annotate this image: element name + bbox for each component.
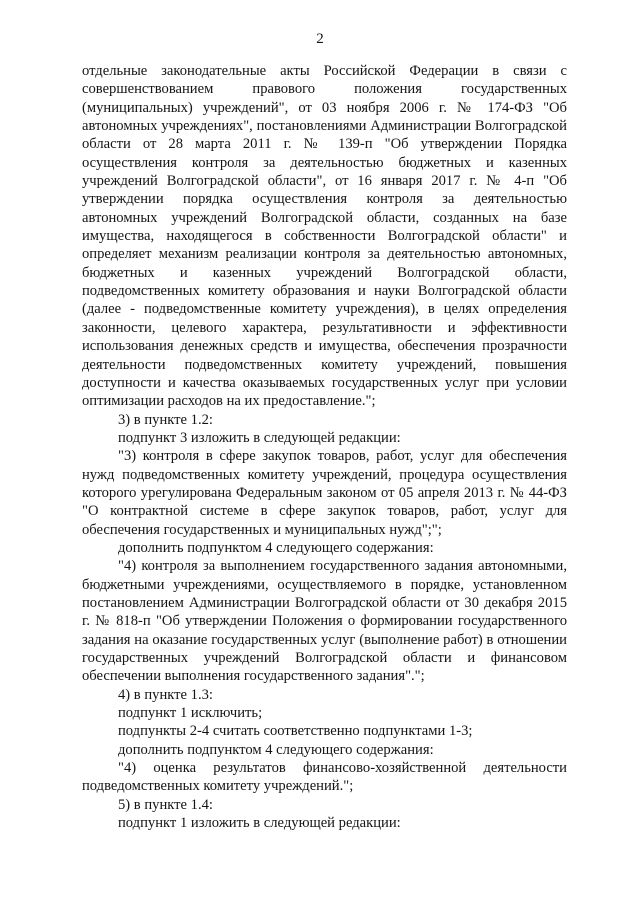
paragraph-subitem-3-text: "3) контроля в сфере закупок товаров, работ, услуг для обеспечения нужд подведомственных комитету учреждений, процедура осуществления которого урегулирована Федеральным законом от 05 апреля 2013 г. № 44-ФЗ "О контрактной системе в сфере закупок товаров, работ, услуг для обеспечения государственных и муниципальных нужд";"; xyxy=(82,448,567,538)
paragraph-subitem-1-instruction: подпункт 1 изложить в следующей редакции: xyxy=(118,815,401,832)
page-number: 2 xyxy=(316,31,324,47)
paragraph-item-4-heading: 4) в пункте 1.3: xyxy=(118,686,213,703)
paragraph-subitem-3-instruction: подпункт 3 изложить в следующей редакции: xyxy=(118,429,401,446)
paragraph-add-subitem-4-instruction-2: дополнить подпунктом 4 следующего содержания: xyxy=(118,741,434,758)
paragraph-add-subitem-4-instruction: дополнить подпунктом 4 следующего содержания: xyxy=(118,539,434,556)
paragraph-subitem-4-text: "4) контроля за выполнением государственного задания автономными, бюджетными учреждениями, осуществляемого в порядке, установленном постановлением Администрации Волгоградской области от 30 декабря 2015 г. № 818-п "Об утверждении Положения о формировании государственного задания на оказание государственных услуг (выполнение работ) в отношении государственных учреждений Волгоградской области и финансовом обеспечении выполнения государственного задания"."; xyxy=(82,558,567,685)
paragraph-renumber-subitems: подпункты 2-4 считать соответственно подпунктами 1-3; xyxy=(118,723,473,740)
paragraph-item-3-heading: 3) в пункте 1.2: xyxy=(118,411,213,428)
document-body xyxy=(82,62,567,832)
paragraph-preamble-continuation: отдельные законодательные акты Российской Федерации в связи с совершенствованием правового положения государственных (муниципальных) учреждений", от 03 ноября 2006 г. № 174-ФЗ "Об автономных учреждениях", постановлениями Администрации Волгоградской области от 28 марта 2011 г. № 139-п "Об утверждении Порядка осуществления контроля за деятельностью бюджетных и казенных учреждений Волгоградской области", от 16 января 2017 г. № 4-п "Об утверждении порядка осуществления контроля за деятельностью автономных учреждений Волгоградской области, созданных на базе имущества, находящегося в собственности Волгоградской области" и определяет механизм реализации контроля за деятельностью автономных, бюджетных и казенных учреждений Волгоградской области, подведомственных комитету образования и науки Волгоградской области (далее - подведомственные комитету учреждения), в целях определения законности, целевого характера, результативности и эффективности использования денежных средств и имущества, обеспечения прозрачности деятельности подведомственных комитету учреждений, повышения доступности и качества оказываемых государственных услуг при условии оптимизации расходов на их предоставление."; xyxy=(82,63,567,410)
paragraph-subitem-4-assessment: "4) оценка результатов финансово-хозяйственной деятельности подведомственных комитету учреждений."; xyxy=(82,760,567,795)
paragraph-item-5-heading: 5) в пункте 1.4: xyxy=(118,796,213,813)
paragraph-subitem-1-exclude: подпункт 1 исключить; xyxy=(118,705,263,722)
